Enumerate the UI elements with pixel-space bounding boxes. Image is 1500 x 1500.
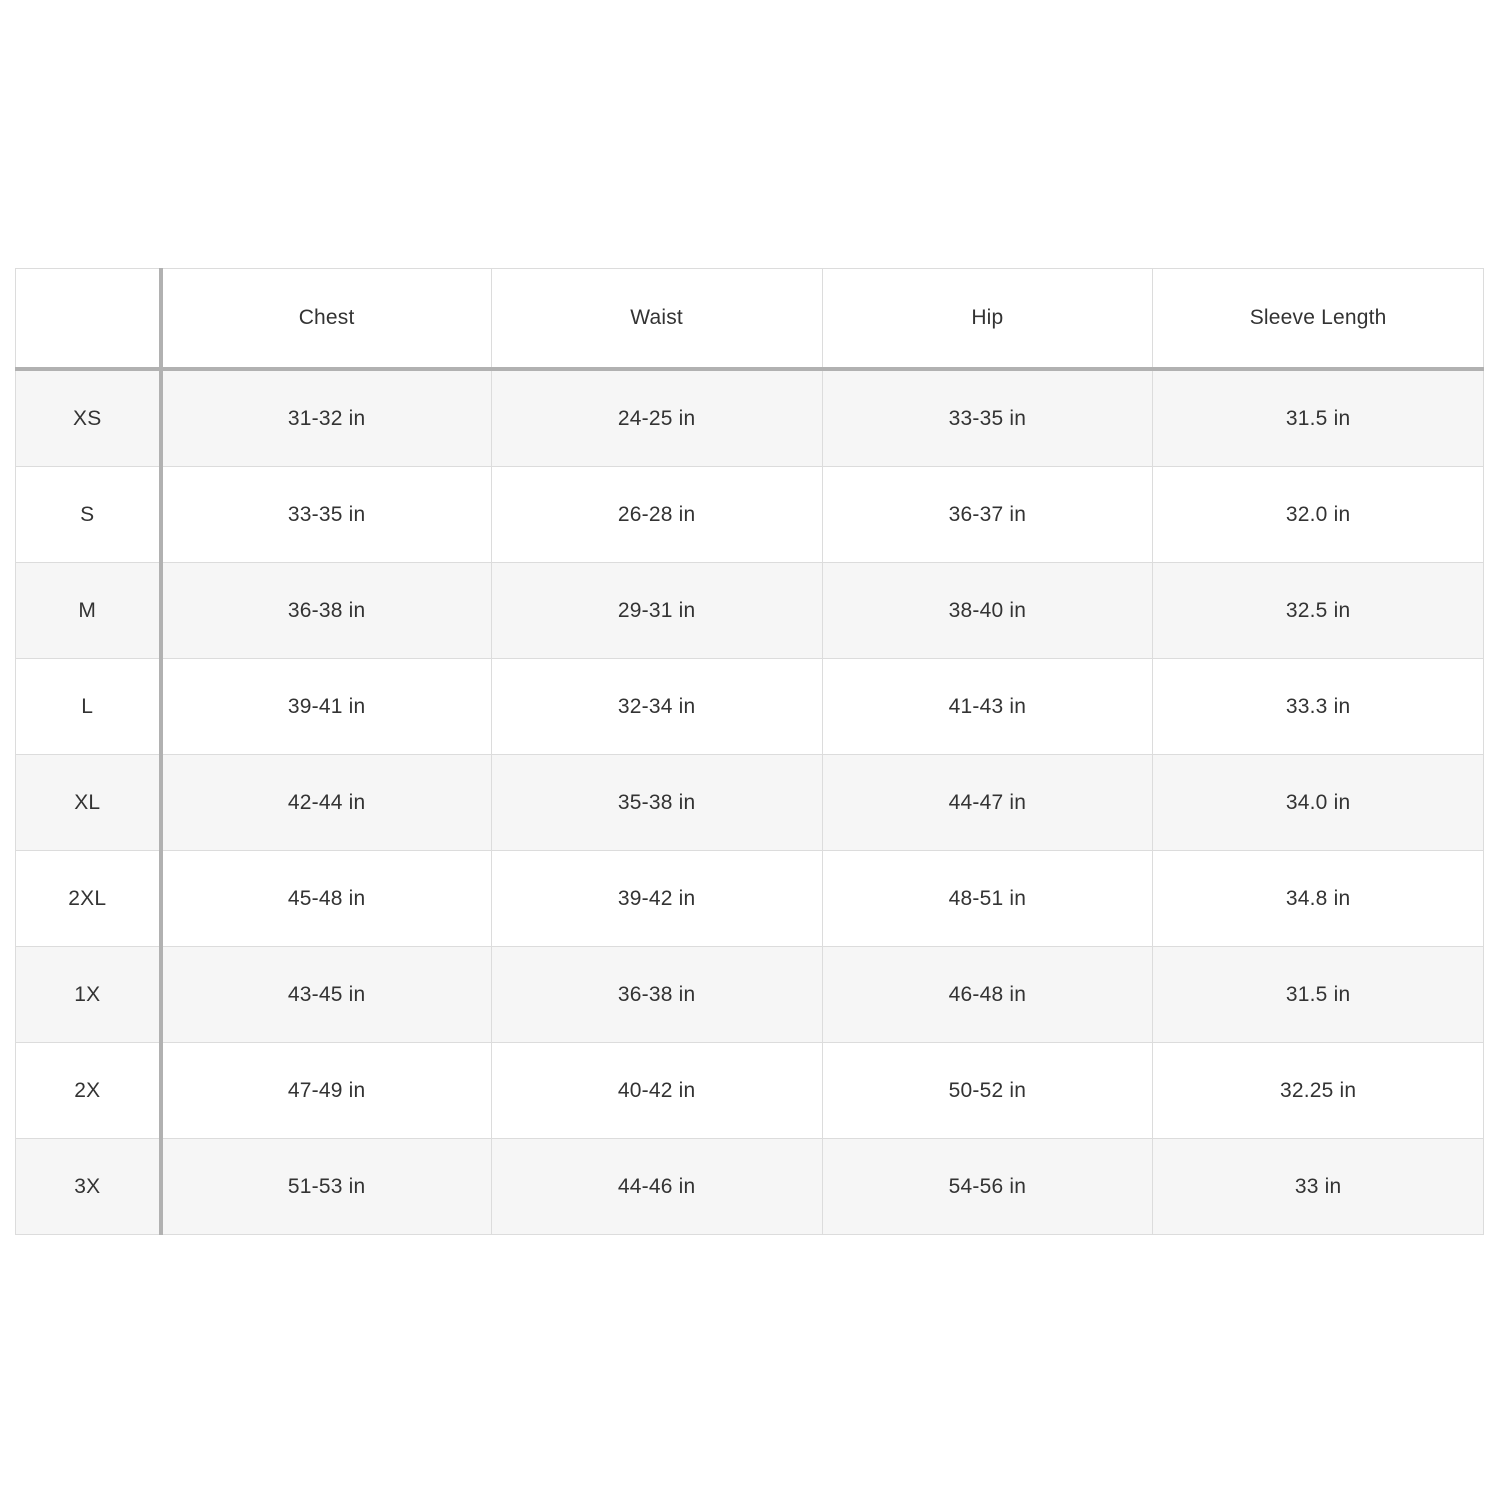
table-row-xl [16,755,1484,851]
chest-cell: 47-49 in [161,1043,492,1139]
chest-cell: 39-41 in [161,659,492,755]
col-header-hip: Hip [822,269,1153,370]
waist-cell: 24-25 in [491,369,822,467]
waist-cell: 40-42 in [491,1043,822,1139]
table-row-1x [16,947,1484,1043]
size-label-cell: XL [16,755,161,851]
size-label-cell: M [16,563,161,659]
sleeve-cell: 33.3 in [1153,659,1484,755]
hip-cell: 38-40 in [822,563,1153,659]
table-row-2x [16,1043,1484,1139]
chest-cell: 43-45 in [161,947,492,1043]
chest-cell: 36-38 in [161,563,492,659]
size-label-cell: L [16,659,161,755]
sleeve-cell: 34.0 in [1153,755,1484,851]
sleeve-cell: 32.25 in [1153,1043,1484,1139]
header-row [16,269,1484,370]
table-row-l [16,659,1484,755]
chest-cell: 42-44 in [161,755,492,851]
sleeve-cell: 31.5 in [1153,947,1484,1043]
hip-cell: 50-52 in [822,1043,1153,1139]
sleeve-cell: 33 in [1153,1139,1484,1235]
chest-cell: 45-48 in [161,851,492,947]
hip-cell: 33-35 in [822,369,1153,467]
table-row-m [16,563,1484,659]
table-row-xs [16,369,1484,467]
table-row-s [16,467,1484,563]
size-label-cell: 3X [16,1139,161,1235]
size-label-cell: S [16,467,161,563]
size-chart-table [15,268,1484,1235]
sleeve-cell: 32.5 in [1153,563,1484,659]
hip-cell: 44-47 in [822,755,1153,851]
waist-cell: 36-38 in [491,947,822,1043]
waist-cell: 32-34 in [491,659,822,755]
waist-cell: 26-28 in [491,467,822,563]
table-row-3x [16,1139,1484,1235]
col-header-waist: Waist [491,269,822,370]
waist-cell: 35-38 in [491,755,822,851]
sleeve-cell: 34.8 in [1153,851,1484,947]
col-header-sleeve-length: Sleeve Length [1153,269,1484,370]
sleeve-cell: 31.5 in [1153,369,1484,467]
col-header-chest: Chest [161,269,492,370]
hip-cell: 36-37 in [822,467,1153,563]
chest-cell: 33-35 in [161,467,492,563]
hip-cell: 48-51 in [822,851,1153,947]
hip-cell: 41-43 in [822,659,1153,755]
hip-cell: 54-56 in [822,1139,1153,1235]
sleeve-cell: 32.0 in [1153,467,1484,563]
size-label-cell: XS [16,369,161,467]
waist-cell: 39-42 in [491,851,822,947]
size-label-cell: 2XL [16,851,161,947]
col-header-size [16,269,161,370]
size-label-cell: 1X [16,947,161,1043]
chest-cell: 31-32 in [161,369,492,467]
size-chart-container [15,268,1484,1235]
chest-cell: 51-53 in [161,1139,492,1235]
waist-cell: 29-31 in [491,563,822,659]
hip-cell: 46-48 in [822,947,1153,1043]
waist-cell: 44-46 in [491,1139,822,1235]
table-row-2xl [16,851,1484,947]
size-label-cell: 2X [16,1043,161,1139]
